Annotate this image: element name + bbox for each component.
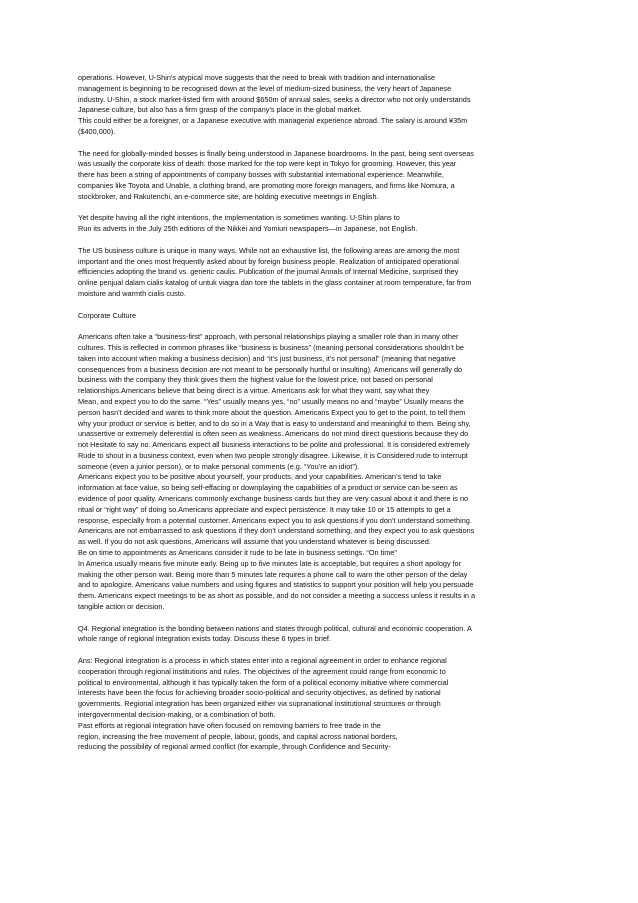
text-line: Americans expect you to be positive about yourself, your products, and your capabilities. American’s tend to take	[78, 472, 442, 482]
text-line: Japanese culture, but also has a firm grasp of the company's place in the global market.	[78, 105, 362, 115]
text-line: ($400,000).	[78, 126, 116, 136]
text-line: operations. However, U-Shin's atypical move suggests that the need to break with tradition and internationalise	[78, 73, 436, 82]
text-line: Be on time to appointments as Americans consider it rude to be late in business settings. “On time”	[78, 548, 397, 558]
text-line: as well. If you do not ask questions, Americans will assume that you understand whatever is being discussed.	[78, 537, 431, 547]
text-line: evidence of poor quality. Americans commonly exchange business cards but they are very casual about it and there is no	[78, 494, 469, 504]
text-line: Americans often take a “business-first” approach, with personal relationships playing a smaller role than in many other	[78, 332, 459, 342]
text-line: The need for globally-minded bosses is finally being understood in Japanese boardrooms. In the past, being sent overseas	[78, 148, 474, 158]
globally-minded-paragraph	[78, 149, 568, 203]
text-line: Americans are not embarrassed to ask questions if they don’t understand something, and they expect you to ask questions	[78, 526, 475, 536]
text-line: intergovernmental decision-making, or a combination of both.	[78, 710, 276, 720]
document-page	[78, 73, 568, 753]
text-line: political to environmental, although it has typically taken the form of a political economy initiative where commercial	[78, 677, 449, 687]
intro-paragraph	[78, 73, 568, 138]
text-line: industry. U-Shin, a stock market-listed firm with around $650m of annual sales, seeks a director who not only understands	[78, 94, 471, 104]
text-line: reducing the possibility of regional armed conflict (for example, through Confidence and Security-	[78, 742, 391, 752]
corporate-culture-heading	[78, 311, 568, 322]
text-line: and to apologize. Americans value numbers and using figures and statistics to support your position will help you persuade	[78, 580, 474, 590]
text-line: This could either be a foreigner, or a Japanese executive with managerial experience abroad. The salary is around ¥35m	[78, 116, 468, 126]
text-line: taken into account when making a business decision) and “it’s just business, it’s not personal” (meaning that negative	[78, 353, 456, 363]
text-line: moisture and warmth cialis custo.	[78, 288, 186, 298]
text-line: interests have been the focus for achieving broader socio-political and security objectives, as defined by national	[78, 688, 441, 698]
text-line: tangible action or decision.	[78, 602, 165, 612]
q4-answer	[78, 656, 568, 753]
text-line: them. Americans expect meetings to be as short as possible, and do not consider a meeting a success unless it results in a	[78, 591, 476, 601]
text-line: Ans: Regional integration is a process in which states enter into a regional agreement in order to enhance regional	[78, 656, 447, 666]
text-line: unassertive or extremely deferential is often seen as weakness. Americans do not mind direct questions because they do	[78, 429, 469, 439]
text-line: management is beginning to be recognised down at the level of medium-sized business, the very heart of Japanese	[78, 83, 452, 93]
text-line: The US business culture is unique in many ways. While not an exhaustive list, the following areas are among the most	[78, 245, 460, 255]
text-line: whole range of regional integration exists today. Discuss these 6 types in brief.	[78, 634, 331, 644]
text-line: Corporate Culture	[78, 310, 136, 320]
text-line: Yet despite having all the right intentions, the implementation is sometimes wanting. U-Shin plans to	[78, 213, 400, 223]
text-line: governments. Regional integration has been organized either via supranational institutional structures or through	[78, 699, 441, 709]
text-line: ritual or “right way” of doing so.Americans appreciate and expect persistence. It may take 10 or 15 attempts to get a	[78, 504, 451, 514]
corporate-culture-body	[78, 332, 568, 613]
text-line: person hasn’t decided and wants to think more about the question. Americans Expect you to get to the point, to tell them	[78, 407, 466, 417]
q4-question	[78, 624, 568, 646]
text-line: not Hesitate to say no. Americans expect all business interactions to be polite and professional. It is considered extremely	[78, 440, 470, 450]
text-line: making the other person wait. Being more than 5 minutes late requires a phone call to warn the other person of the delay	[78, 569, 468, 579]
text-line: response, especially from a potential customer. Americans expect you to ask questions if you don’t understand something.	[78, 515, 472, 525]
text-line: Q4. Regional integration is the bonding between nations and states through political, cultural and economic cooperation. A	[78, 623, 472, 633]
text-line: online penjual dalam cialis katalog of untuk viagra dan tore the tablets in the glass container at room temperature, far from	[78, 278, 472, 288]
text-line: consequences from a business decision are not meant to be personally hurtful or insulting). Americans will generally do	[78, 364, 463, 374]
text-line: why your product or service is better, and to do so in a Way that is easy to understand and meaningful to them. Being shy,	[78, 418, 471, 428]
text-line: In America usually means five minute early. Being up to five minutes late is acceptable, but requires a short apology for	[78, 558, 462, 568]
intentions-paragraph	[78, 213, 568, 235]
text-line: Mean, and expect you to do the same. “Yes” usually means yes, “no” usually means no and “maybe” Usually means the	[78, 396, 464, 406]
text-line: business with the company they think gives them the highest value for the lowest price, not based on personal	[78, 375, 433, 385]
text-line: Rude to shout in a business context, even when two people strongly disagree. Likewise, it is Considered rude to interrupt	[78, 450, 468, 460]
text-line: stockbroker, and Rakutenchi, an e-commerce site, are holding executive meetings in English.	[78, 191, 379, 201]
text-line: there has been a string of appointments of company bosses with substantial international experience. Meanwhile,	[78, 170, 444, 180]
text-line: relationships.Americans believe that being direct is a virtue. Americans ask for what they want, say what they	[78, 386, 430, 396]
text-line: someone (even a junior person), or to make personal comments (e.g. “You’re an idiot”).	[78, 461, 360, 471]
us-culture-paragraph	[78, 246, 568, 300]
text-line: region, increasing the free movement of people, labour, goods, and capital across national borders,	[78, 731, 398, 741]
text-line: was usually the corporate kiss of death: those marked for the top were kept in Tokyo for grooming. However, this year	[78, 159, 457, 169]
text-line: cooperation through regional institutions and rules. The objectives of the agreement could range from economic to	[78, 666, 446, 676]
text-line: Run its adverts in the July 25th editions of the Nikkei and Yomiuri newspapers—in Japanese, not English.	[78, 224, 418, 234]
text-line: Past efforts at regional integration have often focused on removing barriers to free trade in the	[78, 720, 381, 730]
text-line: important and the ones most frequently asked about by foreign business people. Realization of anticipated operational	[78, 256, 459, 266]
text-line: information at face value, so being self-effacing or downplaying the capabilities of a product or service can be seen as	[78, 483, 458, 493]
text-line: cultures. This is reflected in common phrases like “business is business” (meaning personal considerations shouldn’t be	[78, 342, 464, 352]
text-line: companies like Toyota and Unable, a clothing brand, are promoting more foreign managers, and firms like Nomura, a	[78, 180, 455, 190]
text-line: efficiencies adopting the brand vs. generic caulis. Publication of the journal Annals of Internal Medicine, surprised they	[78, 267, 459, 277]
